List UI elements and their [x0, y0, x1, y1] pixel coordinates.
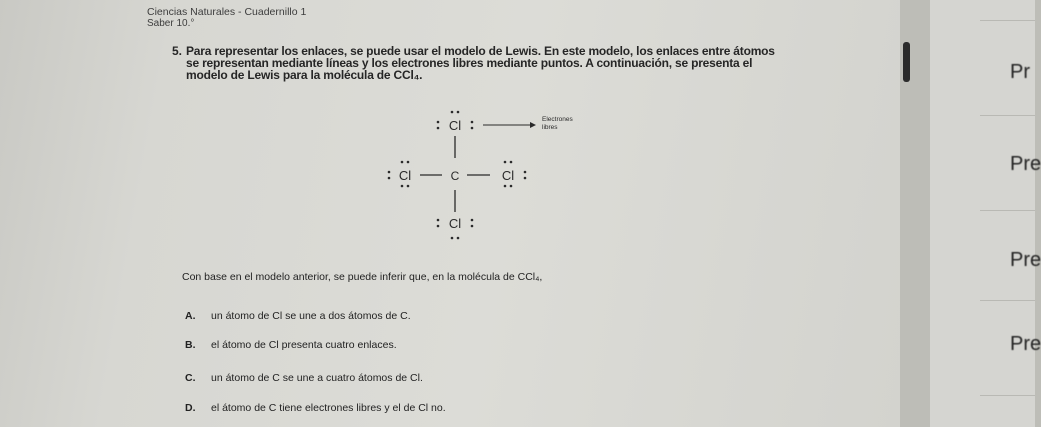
atom-cl-left: Cl: [398, 168, 412, 183]
header-grade: Saber 10.°: [147, 18, 195, 29]
panel-divider: [980, 210, 1035, 211]
option-text: el átomo de Cl presenta cuatro enlaces.: [211, 339, 397, 351]
atom-cl-bottom: Cl: [448, 216, 462, 231]
option-letter: C.: [185, 372, 196, 384]
lewis-structure-diagram: [395, 100, 605, 250]
panel-divider: [980, 300, 1035, 301]
panel-divider: [980, 395, 1035, 396]
question-text-line-3: modelo de Lewis para la molécula de CCl₄.: [186, 68, 423, 82]
annotation-free-electrons-1: Electrones: [542, 116, 573, 123]
option-text: un átomo de Cl se une a dos átomos de C.: [211, 310, 411, 322]
answer-option-c[interactable]: [185, 372, 423, 384]
question-prompt: Con base en el modelo anterior, se puede inferir que, en la molécula de CCl₄,: [182, 271, 543, 283]
panel-item-4[interactable]: Pre: [1010, 333, 1041, 355]
atom-cl-top: Cl: [448, 118, 462, 133]
option-text: un átomo de C se une a cuatro átomos de Cl.: [211, 372, 423, 384]
answer-option-d[interactable]: [185, 402, 446, 414]
option-letter: B.: [185, 339, 196, 351]
answer-option-b[interactable]: [185, 339, 397, 351]
question-text-line-1: Para representar los enlaces, se puede usar el modelo de Lewis. En este modelo, los enlaces entre átomos: [186, 44, 775, 58]
panel-divider: [980, 115, 1035, 116]
panel-item-2[interactable]: Pre: [1010, 153, 1041, 175]
annotation-free-electrons-2: libres: [542, 124, 558, 131]
header-subject: Ciencias Naturales - Cuadernillo 1: [147, 6, 307, 18]
option-letter: D.: [185, 402, 196, 414]
question-text-line-2: se representan mediante líneas y los electrones libres mediante puntos. A continuación, se presenta el: [186, 56, 753, 70]
panel-item-3[interactable]: Pre: [1010, 249, 1041, 271]
option-text: el átomo de C tiene electrones libres y el de Cl no.: [211, 402, 446, 414]
atom-c-center: C: [450, 169, 460, 183]
panel-divider: [980, 20, 1035, 21]
right-side-panel: [930, 0, 1041, 427]
option-letter: A.: [185, 310, 196, 322]
scroll-marker: [903, 42, 910, 82]
atom-cl-right: Cl: [501, 168, 515, 183]
question-number: 5.: [172, 44, 183, 58]
panel-item-1[interactable]: Pr: [1010, 61, 1030, 83]
answer-option-a[interactable]: [185, 310, 411, 322]
